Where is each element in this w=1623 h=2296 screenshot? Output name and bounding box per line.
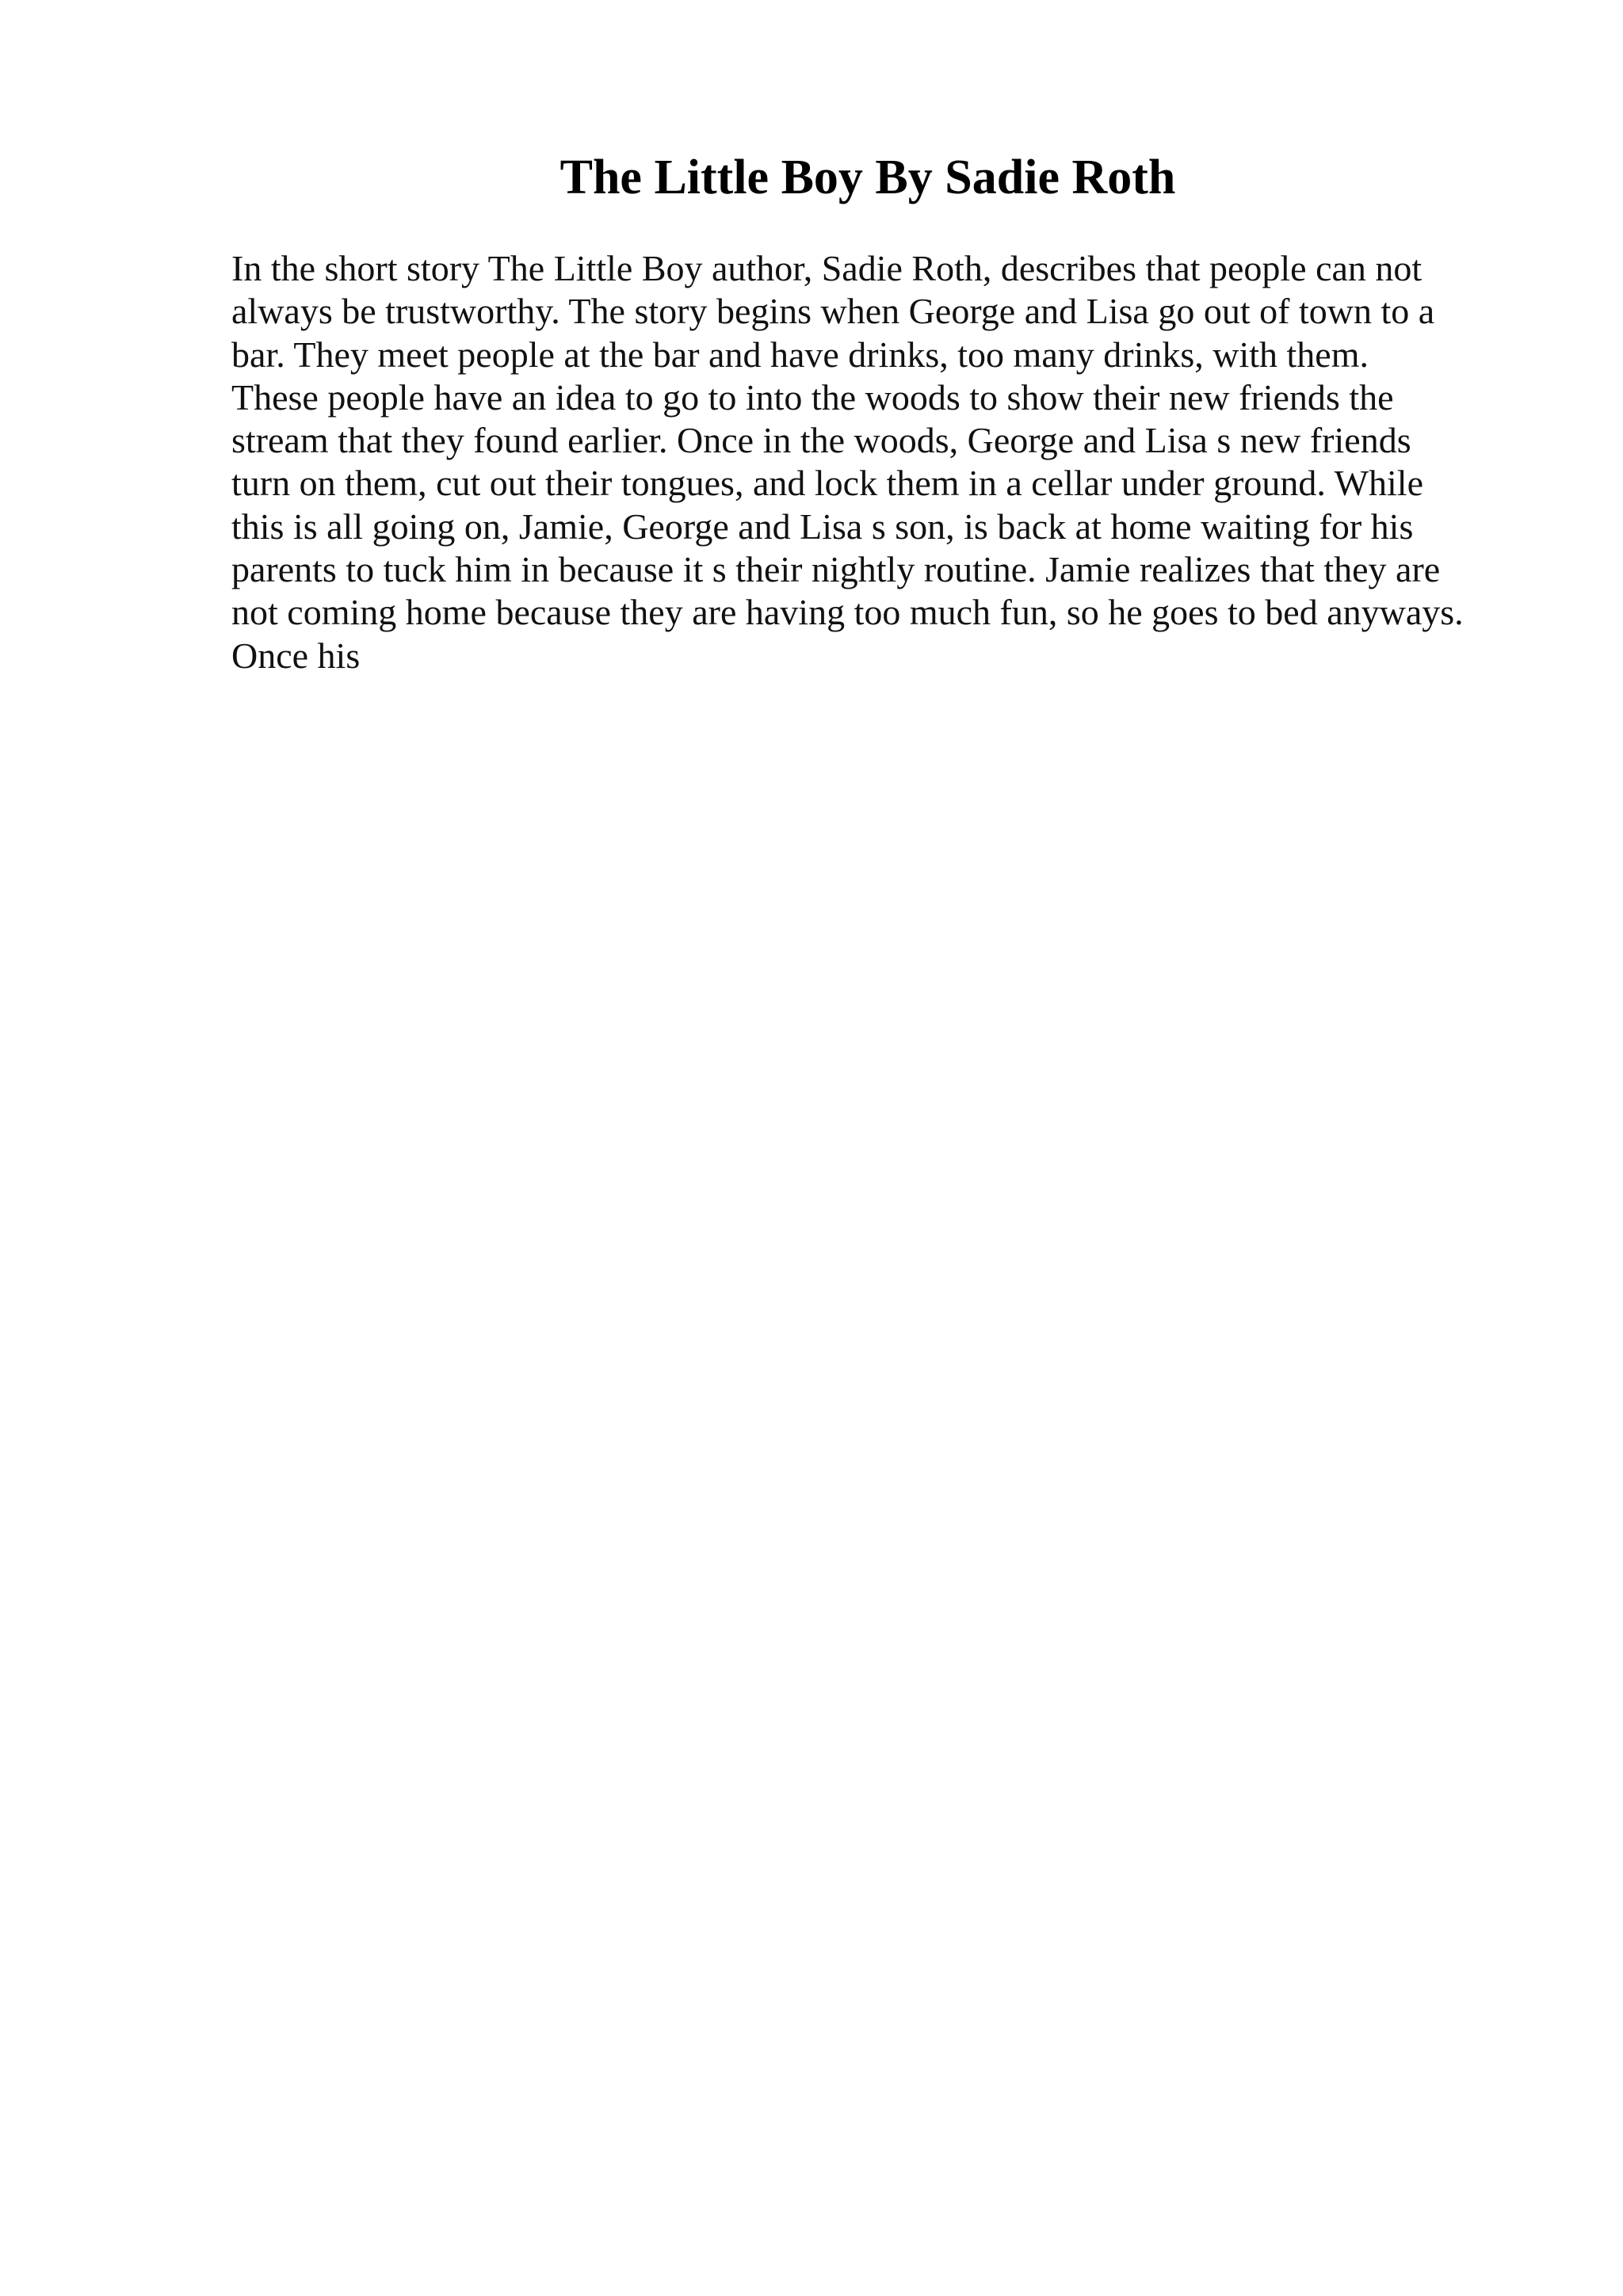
body-line: not coming home because they are having too much fun, so he goes to bed anyways. [231,592,1464,633]
body-line: always be trustworthy. The story begins when George and Lisa go out of town to a [231,291,1435,332]
body-line: These people have an idea to go to into the woods to show their new friends the [231,376,1394,418]
body-line: bar. They meet people at the bar and have drinks, too many drinks, with them. [231,334,1369,375]
body-line: this is all going on, Jamie, George and Lisa s son, is back at home waiting for his [231,505,1414,547]
body-line: stream that they found earlier. Once in the woods, George and Lisa s new friends [231,420,1411,461]
document-body [231,247,1515,677]
body-line: parents to tuck him in because it s their nightly routine. Jamie realizes that they are [231,549,1441,590]
body-line: In the short story The Little Boy author, Sadie Roth, describes that people can not [231,248,1423,288]
body-line: Once his [231,635,361,676]
body-line: turn on them, cut out their tongues, and lock them in a cellar under ground. While [231,463,1423,504]
document-title: The Little Boy By Sadie Roth [559,151,1176,204]
